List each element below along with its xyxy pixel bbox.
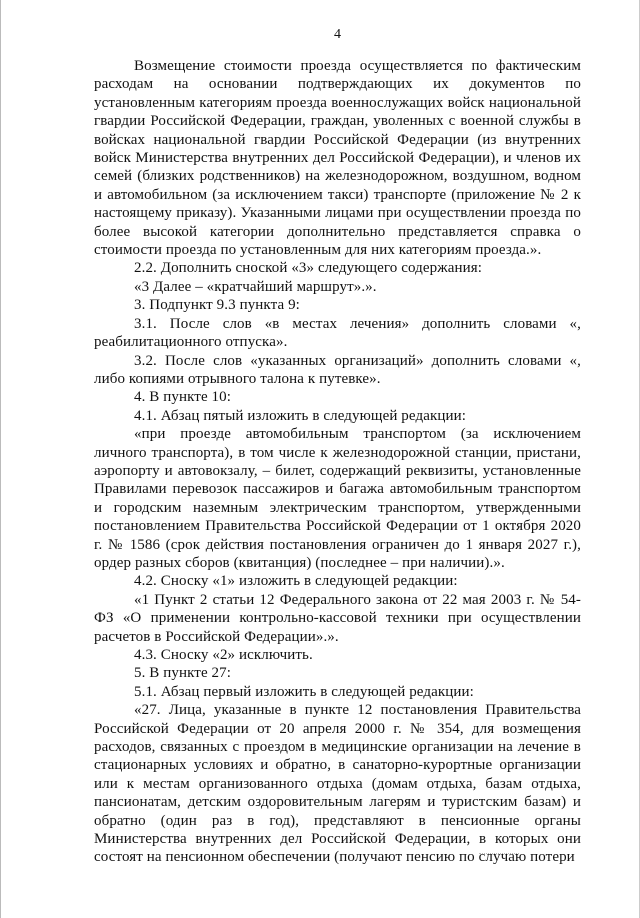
paragraph: «27. Лица, указанные в пункте 12 постановления Правительства Российской Федерации от 20 апреля 2000 г. № 354, для возмещения расходов, связанных с проездом в медицинские организации на лечение в стационарных условиях и обратно, в санаторно-курортные организации или к местам организованного отдыха (домам отдыха, базам отдыха, пансионатам, детским оздоровительным лагерям и туристским базам) и обратно (один раз в год), представляют в пенсионные органы Министерства внутренних дел Российской Федерации, в которых они состоят на пенсионном обеспечении (получают пенсию по случаю потери (94, 702, 581, 866)
document-body (94, 57, 581, 867)
paragraph: 3.2. После слов «указанных организаций» дополнить словами «, либо копиями отрывного талона к путевке». (94, 352, 581, 387)
paragraph: 4.3. Сноску «2» исключить. (134, 647, 313, 663)
paragraph: «1 Пункт 2 статьи 12 Федерального закона от 22 мая 2003 г. № 54-ФЗ «О применении контрольно-кассовой техники при осуществлении расчетов в Российской Федерации».». (94, 591, 581, 645)
scan-artifact (479, 853, 519, 858)
paragraph: «3 Далее – «кратчайший маршрут».». (134, 278, 377, 295)
paragraph: Возмещение стоимости проезда осуществляется по фактическим расходам на основании подтверждающих их документов по установленным категориям проезда военнослужащих войск национальной гвардии Российской Федерации, граждан, уволенных с военной службы в войсках национальной гвардии Российской Федерации (из внутренних войск Министерства внутренних дел Российской Федерации), и членов их семей (близких родственников) на железнодорожном, воздушном, водном и автомобильном (за исключением такси) транспорте (приложение № 2 к настоящему приказу). Указанными лицами при осуществлении проезда по более высокой категории дополнительно представляется справка о стоимости проезда по установленным для них категориям проезда.». (94, 58, 581, 259)
paragraph: 3.1. После слов «в местах лечения» дополнить словами «, реабилитационного отпуска». (94, 315, 581, 351)
page-number: 4 (334, 27, 341, 42)
paragraph: «при проезде автомобильным транспортом (за исключением личного транспорта), в том числе к железнодорожной станции, пристани, аэропорту и автовокзалу, – билет, содержащий реквизиты, установленные Правилами перевозок пассажиров и багажа автомобильным транспортом и городским наземным электрическим транспортом, утвержденными постановлением Правительства Российской Федерации от 1 октября 2020 г. № 1586 (срок действия постановления ограничен до 1 января 2027 г.), ордер разных сборов (квитанция) (последнее – при наличии).». (94, 426, 581, 571)
paragraph: 4. В пункте 10: (134, 389, 232, 406)
paragraph: 5. В пункте 27: (134, 665, 232, 682)
paragraph: 4.2. Сноску «1» изложить в следующей редакции: (134, 573, 458, 590)
paragraph: 3. Подпункт 9.3 пункта 9: (134, 297, 300, 314)
paragraph: 2.2. Дополнить сноской «3» следующего содержания: (134, 260, 483, 277)
paragraph: 4.1. Абзац пятый изложить в следующей редакции: (134, 407, 466, 424)
paragraph: 5.1. Абзац первый изложить в следующей редакции: (134, 683, 474, 700)
